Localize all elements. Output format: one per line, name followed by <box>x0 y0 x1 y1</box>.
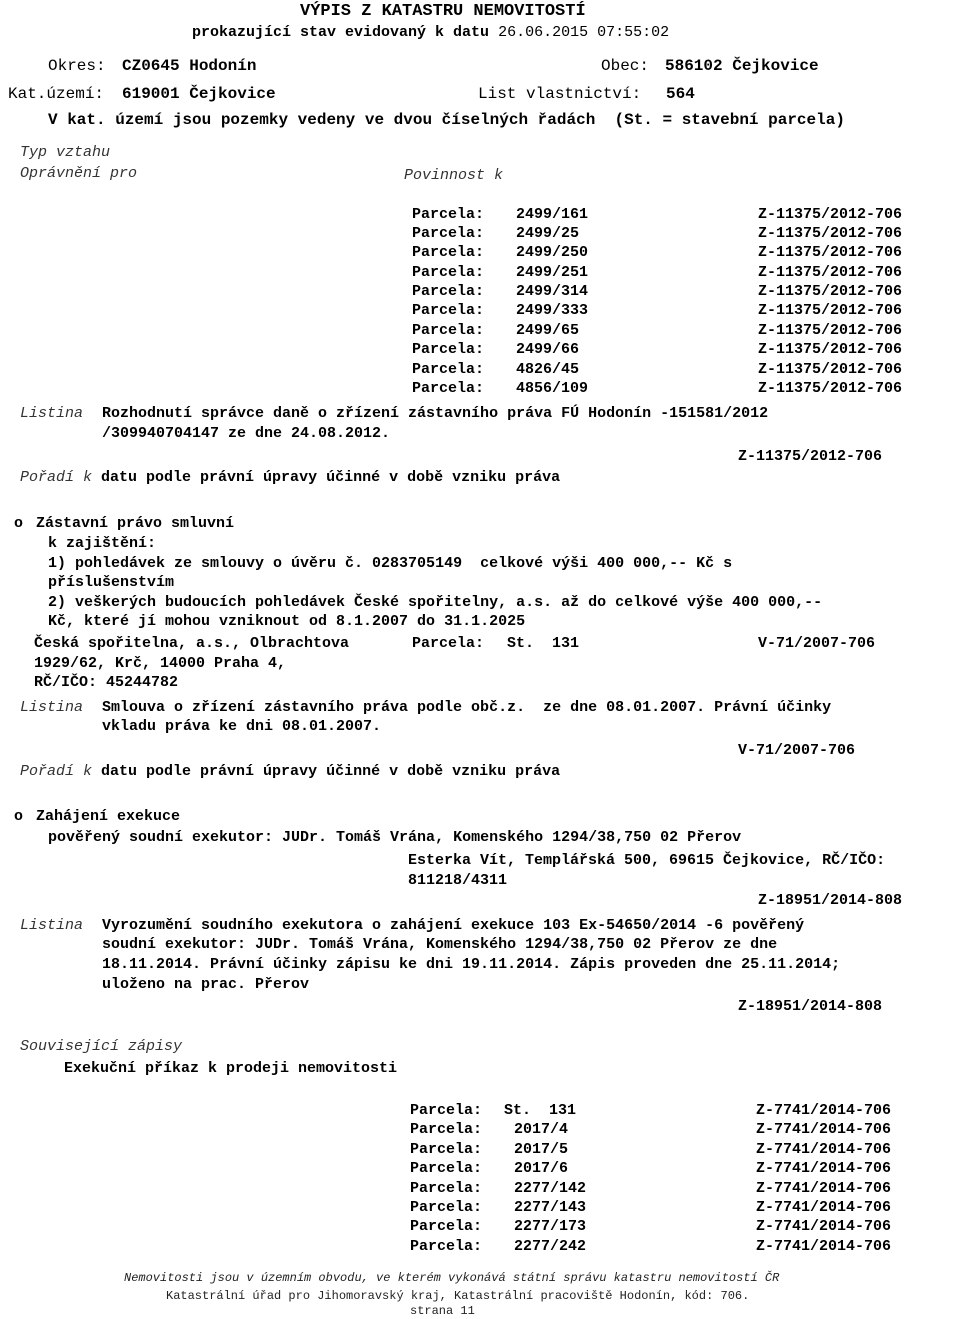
parcel-number: 2499/251 <box>516 264 589 281</box>
ku-value: 619001 Čejkovice <box>122 85 276 103</box>
lv-label: List vlastnictví: <box>478 85 642 103</box>
parcel-number: 2499/314 <box>516 283 589 300</box>
text-line: Kč, které jí mohou vzniknout od 8.1.2007 do 31.1.2025 <box>48 613 526 630</box>
listina-text-line1: Vyrozumění soudního exekutora o zahájení exekuce 103 Ex-54650/2014 -6 pověřený <box>102 917 805 934</box>
parcel-number: 2499/65 <box>516 322 580 339</box>
listina-text-line4: uloženo na prac. Přerov <box>102 976 310 993</box>
parcel-ref: Z-7741/2014-706 <box>756 1199 892 1216</box>
parcel-label: Parcela: <box>410 1238 483 1255</box>
parcel-number: St. 131 <box>504 1102 577 1119</box>
parcel-number: 2499/333 <box>516 302 589 319</box>
parcel-number: 2499/161 <box>516 206 589 223</box>
subtitle-prefix: prokazující stav evidovaný k datu <box>192 24 490 41</box>
obec-label: Obec: <box>601 57 650 75</box>
parcel-ref: Z-11375/2012-706 <box>758 264 903 281</box>
parcel-number: 2017/4 <box>514 1121 569 1138</box>
header-note: V kat. území jsou pozemky vedeny ve dvou číselných řadách (St. = stavební parcela) <box>48 111 845 129</box>
column-typ-vztahu: Typ vztahu <box>20 144 111 161</box>
parcel-label: Parcela: <box>412 322 485 339</box>
poradi-row <box>20 468 560 488</box>
parcel-label: Parcela: <box>410 1218 483 1235</box>
document-title: VÝPIS Z KATASTRU NEMOVITOSTÍ <box>300 2 586 21</box>
footer-line1: Nemovitosti jsou v územním obvodu, ve kterém vykonává státní správu katastru nemovitostí ČR <box>124 1271 780 1285</box>
listina-text-line3: 18.11.2014. Právní účinky zápisu ke dni 19.11.2014. Zápis proveden dne 25.11.2014; <box>102 956 841 973</box>
listina-text-line2: vkladu práva ke dni 08.01.2007. <box>102 718 382 735</box>
poradi-label: Pořadí k <box>20 469 93 486</box>
parcel-label: Parcela: <box>412 380 485 397</box>
zastavni-pravo-heading: Zástavní právo smluvní <box>36 515 235 532</box>
listina-ref: Z-18951/2014-808 <box>738 998 883 1015</box>
parcel-label: Parcela: <box>412 361 485 378</box>
parcel-ref: V-71/2007-706 <box>758 635 876 652</box>
parcel-label: Parcela: <box>412 635 485 652</box>
text-line: 2) veškerých budoucích pohledávek České spořitelny, a.s. až do celkové výše 400 000,-- <box>48 594 823 611</box>
text-line: pověřený soudní exekutor: JUDr. Tomáš Vrána, Komenského 1294/38,750 02 Přerov <box>48 829 742 846</box>
listina-text-line2: /309940704147 ze dne 24.08.2012. <box>102 425 391 442</box>
parcel-ref: Z-11375/2012-706 <box>758 283 903 300</box>
parcel-number: 2499/250 <box>516 244 589 261</box>
parcel-label: Parcela: <box>410 1141 483 1158</box>
parcel-number: 4856/109 <box>516 380 589 397</box>
owner-ref: Z-18951/2014-808 <box>758 892 903 909</box>
text-line: k zajištění: <box>48 535 157 552</box>
poradi-text: datu podle právní úpravy účinné v době vzniku práva <box>101 763 561 780</box>
parcel-number: 2017/6 <box>514 1160 569 1177</box>
owner-line2: 811218/4311 <box>408 872 508 889</box>
poradi-text: datu podle právní úpravy účinné v době vzniku práva <box>101 469 561 486</box>
parcel-ref: Z-11375/2012-706 <box>758 341 903 358</box>
parcel-number: 2277/242 <box>514 1238 587 1255</box>
parcel-ref: Z-7741/2014-706 <box>756 1121 892 1138</box>
parcel-ref: Z-11375/2012-706 <box>758 322 903 339</box>
parcel-ref: Z-7741/2014-706 <box>756 1238 892 1255</box>
parcel-number: St. 131 <box>507 635 580 652</box>
poradi-label: Pořadí k <box>20 763 93 780</box>
listina-label: Listina <box>20 917 84 934</box>
parcel-ref: Z-7741/2014-706 <box>756 1218 892 1235</box>
poradi-row <box>20 762 560 782</box>
parcel-ref: Z-11375/2012-706 <box>758 225 903 242</box>
listina-label: Listina <box>20 699 84 716</box>
lv-value: 564 <box>666 85 695 103</box>
parcel-ref: Z-11375/2012-706 <box>758 206 903 223</box>
datetime: 26.06.2015 07:55:02 <box>498 24 670 41</box>
parcel-number: 2277/142 <box>514 1180 587 1197</box>
parcel-label: Parcela: <box>410 1199 483 1216</box>
parcel-ref: Z-7741/2014-706 <box>756 1141 892 1158</box>
creditor-line2: 1929/62, Krč, 14000 Praha 4, <box>34 655 287 672</box>
parcel-number: 4826/45 <box>516 361 580 378</box>
parcel-ref: Z-7741/2014-706 <box>756 1180 892 1197</box>
parcel-ref: Z-7741/2014-706 <box>756 1160 892 1177</box>
parcel-label: Parcela: <box>412 283 485 300</box>
parcel-ref: Z-11375/2012-706 <box>758 244 903 261</box>
parcel-label: Parcela: <box>412 264 485 281</box>
parcel-label: Parcela: <box>412 244 485 261</box>
parcel-ref: Z-11375/2012-706 <box>758 380 903 397</box>
bullet: o <box>14 515 24 532</box>
ku-label: Kat.území: <box>8 85 105 103</box>
listina-label: Listina <box>20 405 84 422</box>
text-line: 1) pohledávek ze smlouvy o úvěru č. 0283705149 celkové výši 400 000,-- Kč s <box>48 555 733 572</box>
listina-text-line1: Smlouva o zřízení zástavního práva podle obč.z. ze dne 08.01.2007. Právní účinky <box>102 699 832 716</box>
parcel-ref: Z-11375/2012-706 <box>758 361 903 378</box>
page-number: strana 11 <box>410 1304 475 1318</box>
parcel-label: Parcela: <box>412 225 485 242</box>
text-line: příslušenstvím <box>48 574 175 591</box>
parcel-label: Parcela: <box>412 341 485 358</box>
parcel-number: 2277/173 <box>514 1218 587 1235</box>
listina-text-line1: Rozhodnutí správce daně o zřízení zástavního práva FÚ Hodonín -151581/2012 <box>102 405 769 422</box>
parcel-number: 2499/25 <box>516 225 580 242</box>
listina-ref: Z-11375/2012-706 <box>738 448 883 465</box>
parcel-label: Parcela: <box>412 206 485 223</box>
parcel-ref: Z-7741/2014-706 <box>756 1102 892 1119</box>
document-subtitle <box>192 23 669 43</box>
okres-value: CZ0645 Hodonín <box>122 57 257 75</box>
parcel-label: Parcela: <box>410 1160 483 1177</box>
bullet: o <box>14 808 24 825</box>
souvisejici-zapisy-label: Související zápisy <box>20 1038 183 1055</box>
parcel-number: 2017/5 <box>514 1141 569 1158</box>
column-opravneni-pro: Oprávnění pro <box>20 165 138 182</box>
parcel-ref: Z-11375/2012-706 <box>758 302 903 319</box>
footer-line2: Katastrální úřad pro Jihomoravský kraj, Katastrální pracoviště Hodonín, kód: 706. <box>166 1289 750 1303</box>
parcel-label: Parcela: <box>410 1121 483 1138</box>
parcel-label: Parcela: <box>410 1180 483 1197</box>
creditor-line3: RČ/IČO: 45244782 <box>34 674 179 691</box>
creditor-line1: Česká spořitelna, a.s., Olbrachtova <box>34 635 350 652</box>
exekucni-prikaz-heading: Exekuční příkaz k prodeji nemovitosti <box>64 1060 398 1077</box>
obec-value: 586102 Čejkovice <box>665 57 819 75</box>
owner-line1: Esterka Vít, Templářská 500, 69615 Čejkovice, RČ/IČO: <box>408 852 886 869</box>
parcel-number: 2277/143 <box>514 1199 587 1216</box>
column-povinnost-k: Povinnost k <box>404 167 504 184</box>
parcel-label: Parcela: <box>412 302 485 319</box>
okres-label: Okres: <box>48 57 106 75</box>
listina-text-line2: soudní exekutor: JUDr. Tomáš Vrána, Komenského 1294/38,750 02 Přerov ze dne <box>102 936 778 953</box>
zahajeni-exekuce-heading: Zahájení exekuce <box>36 808 181 825</box>
parcel-label: Parcela: <box>410 1102 483 1119</box>
listina-ref: V-71/2007-706 <box>738 742 856 759</box>
parcel-number: 2499/66 <box>516 341 580 358</box>
